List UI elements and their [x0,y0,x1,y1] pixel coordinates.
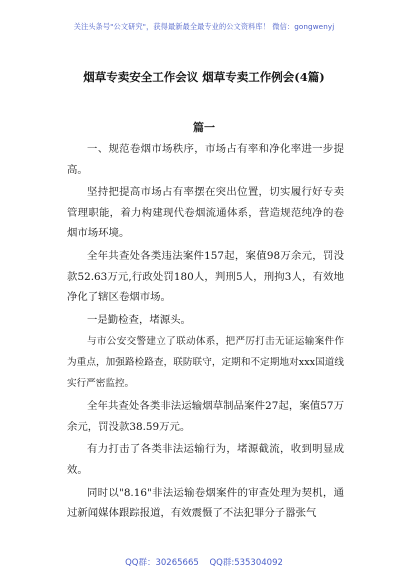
paragraph: 有力打击了各类非法运输行为，堵源截流，收到明显成效。 [67,443,344,476]
paragraph: 同时以"8.16"非法运输卷烟案件的审查处理为契机，通过新闻媒体跟踪报道，有效震慑了不法犯罪分子嚣张气 [67,486,344,520]
footer-qq-group-2: QQ群:535304092 [209,558,283,568]
footer-qq-group-1: QQ群：30265665 [125,558,199,568]
section-heading: 篇一 [193,121,215,134]
document-body [67,139,344,526]
header-banner: 关注头条号"公文研究"，获得最新最全最专业的公文资料库！ 微信：gongwenyj [73,22,335,31]
paragraph: 全年共查处各类违法案件157起，案值98万余元，罚没款52.63万元,行政处罚180人，判刑5人，刑拘3人，有效地净化了辖区卷烟市场。 [67,249,344,304]
document-title: 烟草专卖安全工作会议 烟草专卖工作例会(4篇) [83,70,325,84]
paragraph: 一是勤检查，堵源头。 [87,313,191,326]
paragraph: 坚持把提高市场占有率摆在突出位置，切实履行好专卖管理职能，着力构建现代卷烟流通体系，营造规范纯净的卷烟市场环境。 [67,186,344,240]
paragraph: 与市公安交警建立了联动体系，把严厉打击无证运输案件作为重点，加强路检路查，联防联守，定期和不定期地对xxx国道线实行严密监控。 [67,336,344,389]
footer-contact [0,556,408,568]
paragraph: 一、规范卷烟市场秩序，市场占有率和净化率进一步提高。 [67,143,344,176]
paragraph: 全年共查处各类非法运输烟草制品案件27起，案值57万余元，罚没款38.59万元。 [67,400,344,433]
